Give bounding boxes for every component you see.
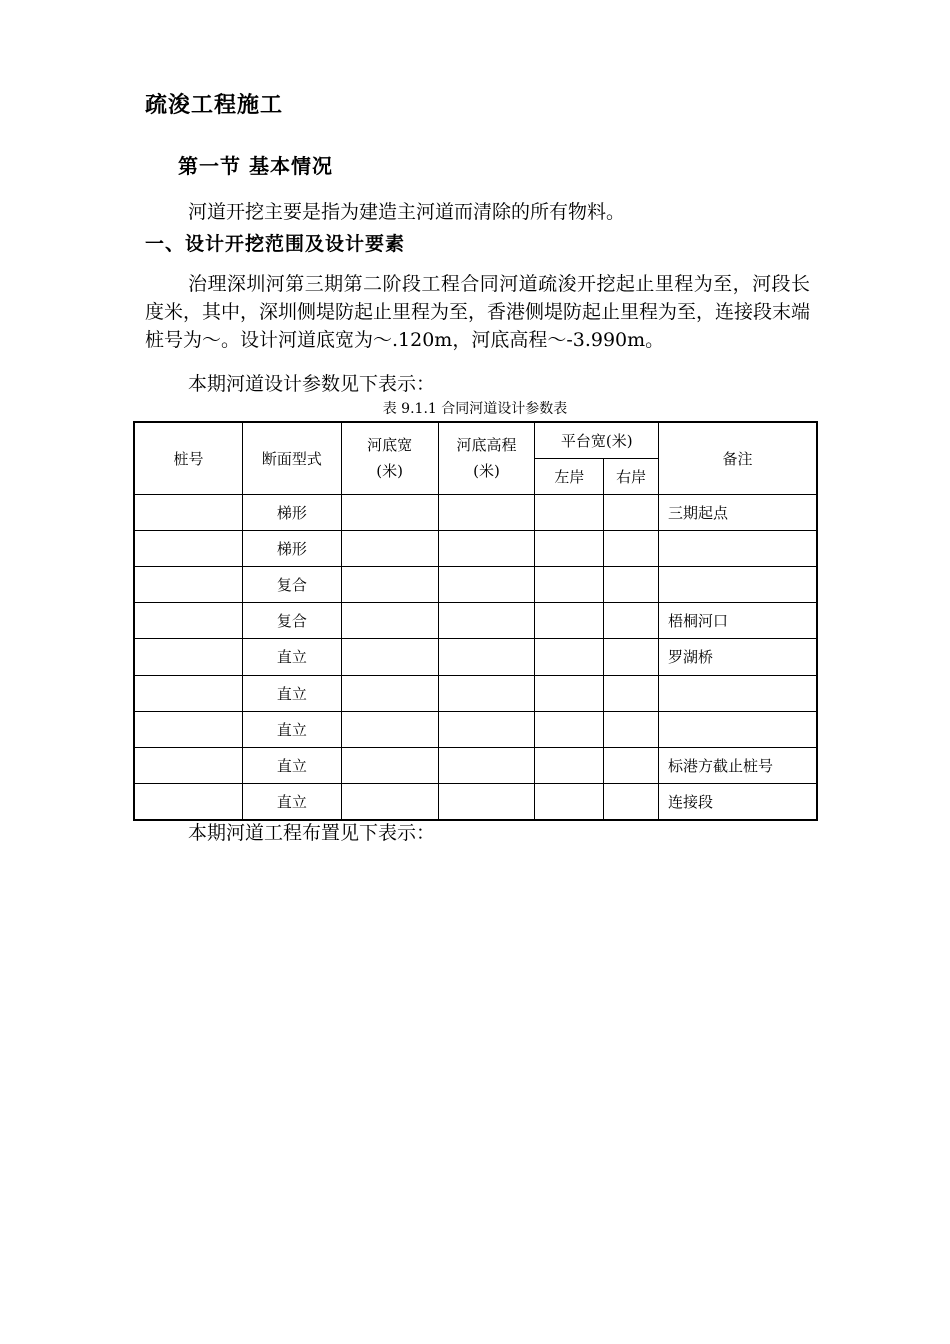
cell-section: 复合 xyxy=(243,603,342,639)
table-row xyxy=(134,748,817,784)
cell-section: 直立 xyxy=(243,748,342,784)
cell-right xyxy=(604,530,659,566)
header-left-bank: 左岸 xyxy=(535,458,604,494)
header-section-type: 断面型式 xyxy=(243,422,342,494)
cell-right xyxy=(604,639,659,675)
table-row xyxy=(134,603,817,639)
cell-section: 复合 xyxy=(243,566,342,602)
cell-note xyxy=(659,530,817,566)
cell-left xyxy=(535,675,604,711)
intro-paragraph: 河道开挖主要是指为建造主河道而清除的所有物料。 xyxy=(188,201,626,223)
cell-elev xyxy=(438,530,535,566)
cell-width xyxy=(341,639,438,675)
table-caption: 表 9.1.1 合同河道设计参数表 xyxy=(382,401,568,417)
cell-left xyxy=(535,639,604,675)
cell-pile xyxy=(134,494,243,530)
header-bottom-elevation-text: 河底高程(米) xyxy=(456,436,517,481)
section-title: 第一节 基本情况 xyxy=(178,154,333,178)
cell-right xyxy=(604,603,659,639)
cell-pile xyxy=(134,530,243,566)
cell-left xyxy=(535,748,604,784)
cell-right xyxy=(604,566,659,602)
table-row xyxy=(134,784,817,820)
cell-width xyxy=(341,675,438,711)
header-right-bank: 右岸 xyxy=(604,458,659,494)
subsection-heading: 一、设计开挖范围及设计要素 xyxy=(145,233,406,255)
cell-section: 直立 xyxy=(243,711,342,747)
cell-elev xyxy=(438,748,535,784)
cell-pile xyxy=(134,675,243,711)
header-pile-number: 桩号 xyxy=(134,422,243,494)
cell-width xyxy=(341,748,438,784)
cell-right xyxy=(604,711,659,747)
cell-note: 梧桐河口 xyxy=(659,603,817,639)
cell-pile xyxy=(134,748,243,784)
cell-note xyxy=(659,675,817,711)
cell-left xyxy=(535,603,604,639)
table-row xyxy=(134,530,817,566)
cell-left xyxy=(535,711,604,747)
cell-pile xyxy=(134,603,243,639)
table-intro-paragraph: 本期河道设计参数见下表示： xyxy=(188,373,436,395)
cell-right xyxy=(604,748,659,784)
cell-right xyxy=(604,784,659,820)
header-note: 备注 xyxy=(659,422,817,494)
cell-section: 梯形 xyxy=(243,494,342,530)
cell-width xyxy=(341,784,438,820)
cell-left xyxy=(535,530,604,566)
cell-pile xyxy=(134,639,243,675)
cell-note: 标港方截止桩号 xyxy=(659,748,817,784)
scope-paragraph: 治理深圳河第三期第二阶段工程合同河道疏浚开挖起止里程为至，河段长度米，其中，深圳侧堤防起止里程为至，香港侧堤防起止里程为至，连接段末端桩号为～。设计河道底宽为～.120m，河底高程～-3.990m。 xyxy=(145,273,811,351)
cell-left xyxy=(535,784,604,820)
document-title: 疏浚工程施工 xyxy=(145,93,284,118)
cell-elev xyxy=(438,566,535,602)
header-platform-width: 平台宽(米) xyxy=(535,422,659,458)
cell-note xyxy=(659,566,817,602)
cell-elev xyxy=(438,711,535,747)
table-row xyxy=(134,566,817,602)
table-row xyxy=(134,675,817,711)
cell-note: 连接段 xyxy=(659,784,817,820)
cell-elev xyxy=(438,675,535,711)
cell-pile xyxy=(134,711,243,747)
cell-elev xyxy=(438,494,535,530)
cell-right xyxy=(604,494,659,530)
cell-right xyxy=(604,675,659,711)
cell-note xyxy=(659,711,817,747)
table-row xyxy=(134,494,817,530)
cell-width xyxy=(341,603,438,639)
header-bottom-elevation xyxy=(438,422,535,494)
cell-section: 直立 xyxy=(243,675,342,711)
design-parameters-table xyxy=(133,421,818,821)
cell-width xyxy=(341,530,438,566)
table-row xyxy=(134,639,817,675)
cell-left xyxy=(535,494,604,530)
cell-section: 直立 xyxy=(243,784,342,820)
header-bottom-width xyxy=(341,422,438,494)
cell-section: 直立 xyxy=(243,639,342,675)
cell-elev xyxy=(438,784,535,820)
cell-left xyxy=(535,566,604,602)
table-row xyxy=(134,711,817,747)
cell-width xyxy=(341,494,438,530)
cell-width xyxy=(341,566,438,602)
cell-elev xyxy=(438,603,535,639)
cell-elev xyxy=(438,639,535,675)
cell-pile xyxy=(134,566,243,602)
cell-width xyxy=(341,711,438,747)
cell-note: 罗湖桥 xyxy=(659,639,817,675)
cell-note: 三期起点 xyxy=(659,494,817,530)
cell-section: 梯形 xyxy=(243,530,342,566)
layout-intro-paragraph: 本期河道工程布置见下表示： xyxy=(188,822,436,844)
cell-pile xyxy=(134,784,243,820)
header-bottom-width-text: 河底宽(米) xyxy=(367,436,413,481)
